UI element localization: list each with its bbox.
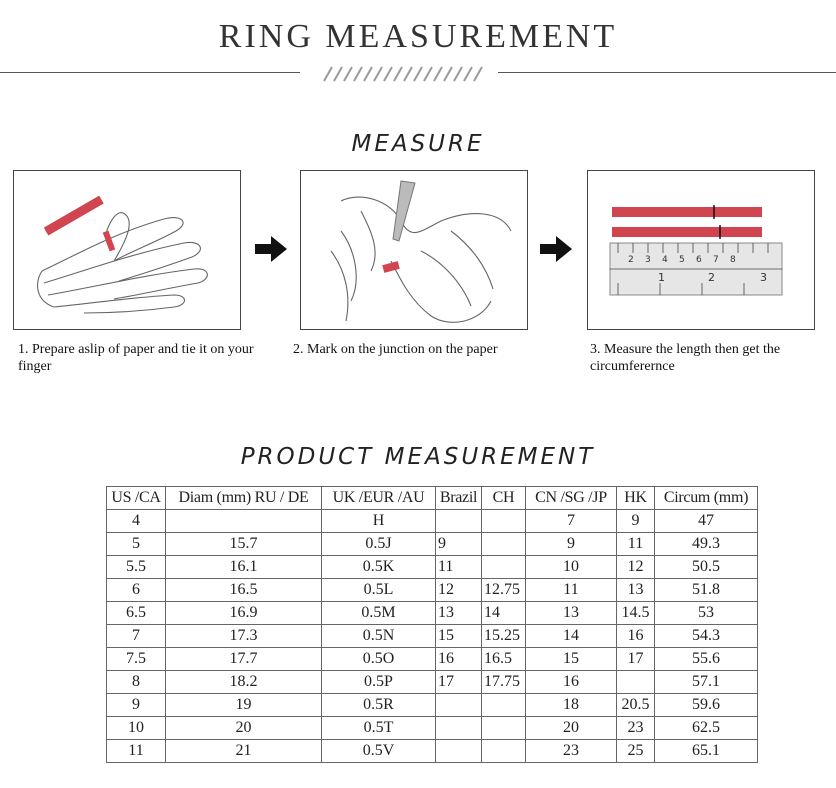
table-cell: 23 <box>526 740 617 763</box>
page-title: RING MEASUREMENT <box>218 18 618 55</box>
table-row <box>107 648 758 671</box>
table-cell: 9 <box>436 533 482 556</box>
table-row <box>107 625 758 648</box>
ruler-label: 3 <box>645 255 651 265</box>
table-cell: 50.5 <box>655 556 758 579</box>
table-cell: 12 <box>617 556 655 579</box>
table-row <box>107 510 758 533</box>
table-cell: 23 <box>617 717 655 740</box>
table-cell: 21 <box>166 740 322 763</box>
table-cell: 19 <box>166 694 322 717</box>
table-cell: 51.8 <box>655 579 758 602</box>
table-row <box>107 579 758 602</box>
ruler-icon <box>588 171 814 329</box>
step-3-illustration <box>587 170 815 330</box>
step-3-caption: 3. Measure the length then get the circumferernce <box>590 342 781 374</box>
table-cell: 18 <box>526 694 617 717</box>
table-cell: 16 <box>436 648 482 671</box>
step-1-caption: 1. Prepare aslip of paper and tie it on your finger <box>18 342 254 374</box>
pen-mark-icon <box>301 171 527 329</box>
table-cell <box>166 510 322 533</box>
table-cell: 11 <box>526 579 617 602</box>
table-cell: 62.5 <box>655 717 758 740</box>
table-cell: 16 <box>526 671 617 694</box>
ruler-label: 1 <box>658 271 665 284</box>
ruler-label: 8 <box>730 255 736 265</box>
table-cell: 14.5 <box>617 602 655 625</box>
table-row <box>107 556 758 579</box>
table-cell <box>482 510 526 533</box>
table-cell <box>482 556 526 579</box>
table-row <box>107 740 758 763</box>
table-cell <box>482 694 526 717</box>
column-header: US /CA <box>107 487 166 510</box>
table-cell: 16.5 <box>482 648 526 671</box>
table-cell: 11 <box>617 533 655 556</box>
table-cell: 18.2 <box>166 671 322 694</box>
table-cell: 17.75 <box>482 671 526 694</box>
table-cell: 53 <box>655 602 758 625</box>
table-cell: 57.1 <box>655 671 758 694</box>
column-header: Circum (mm) <box>655 487 758 510</box>
hatch-decoration <box>320 66 490 82</box>
table-cell: 4 <box>107 510 166 533</box>
table-cell: 16.5 <box>166 579 322 602</box>
table-cell: 17 <box>617 648 655 671</box>
column-header: HK <box>617 487 655 510</box>
table-cell: 0.5M <box>322 602 436 625</box>
column-header: CH <box>482 487 526 510</box>
table-row <box>107 533 758 556</box>
table-cell: 7.5 <box>107 648 166 671</box>
table-cell: 0.5T <box>322 717 436 740</box>
table-cell: 7 <box>526 510 617 533</box>
table-cell: 5.5 <box>107 556 166 579</box>
table-row <box>107 671 758 694</box>
table-cell <box>436 740 482 763</box>
table-cell: 17.3 <box>166 625 322 648</box>
table-cell: 9 <box>107 694 166 717</box>
table-row <box>107 717 758 740</box>
table-cell: 65.1 <box>655 740 758 763</box>
ruler-label: 2 <box>708 271 715 284</box>
table-cell: 0.5N <box>322 625 436 648</box>
table-row <box>107 602 758 625</box>
table-cell: 20.5 <box>617 694 655 717</box>
table-cell: 17.7 <box>166 648 322 671</box>
ruler-label: 2 <box>628 255 634 265</box>
table-header-row <box>107 487 758 510</box>
table-cell: 0.5K <box>322 556 436 579</box>
table-cell: 13 <box>617 579 655 602</box>
table-cell: 0.5P <box>322 671 436 694</box>
table-cell: 15 <box>436 625 482 648</box>
table-cell: H <box>322 510 436 533</box>
table-cell: 12 <box>436 579 482 602</box>
table-cell <box>482 717 526 740</box>
table-cell: 0.5R <box>322 694 436 717</box>
ruler-label: 3 <box>760 271 767 284</box>
table-cell: 8 <box>107 671 166 694</box>
table-cell: 20 <box>166 717 322 740</box>
table-cell: 16 <box>617 625 655 648</box>
table-cell <box>482 533 526 556</box>
table-cell: 6.5 <box>107 602 166 625</box>
table-cell: 0.5V <box>322 740 436 763</box>
table-cell: 0.5J <box>322 533 436 556</box>
table-cell <box>436 694 482 717</box>
table-cell: 10 <box>526 556 617 579</box>
step-2-caption: 2. Mark on the junction on the paper <box>293 342 498 357</box>
table-cell: 0.5L <box>322 579 436 602</box>
ruler-label: 5 <box>679 255 685 265</box>
step-1-illustration <box>13 170 241 330</box>
column-header: CN /SG /JP <box>526 487 617 510</box>
table-cell: 9 <box>617 510 655 533</box>
table-cell: 11 <box>107 740 166 763</box>
title-rule-left <box>0 72 300 73</box>
table-cell: 13 <box>526 602 617 625</box>
column-header: Brazil <box>436 487 482 510</box>
table-cell: 55.6 <box>655 648 758 671</box>
table-cell: 25 <box>617 740 655 763</box>
table-cell <box>436 717 482 740</box>
table-cell: 15.25 <box>482 625 526 648</box>
column-header: Diam (mm) RU / DE <box>166 487 322 510</box>
table-cell: 15.7 <box>166 533 322 556</box>
table-cell: 49.3 <box>655 533 758 556</box>
table-cell: 11 <box>436 556 482 579</box>
table-cell: 47 <box>655 510 758 533</box>
column-header: UK /EUR /AU <box>322 487 436 510</box>
table-cell: 54.3 <box>655 625 758 648</box>
table-cell: 13 <box>436 602 482 625</box>
ruler-label: 4 <box>662 255 668 265</box>
table-row <box>107 694 758 717</box>
table-cell: 15 <box>526 648 617 671</box>
ruler-label: 6 <box>696 255 702 265</box>
table-cell: 12.75 <box>482 579 526 602</box>
table-cell: 14 <box>482 602 526 625</box>
table-cell <box>617 671 655 694</box>
arrow-right-icon <box>540 236 572 262</box>
ruler-label: 7 <box>713 255 719 265</box>
table-cell: 16.1 <box>166 556 322 579</box>
table-cell: 7 <box>107 625 166 648</box>
title-rule-right <box>498 72 836 73</box>
table-cell: 5 <box>107 533 166 556</box>
table-cell: 17 <box>436 671 482 694</box>
hand-paper-icon <box>14 171 240 329</box>
product-heading: PRODUCT MEASUREMENT <box>240 444 596 470</box>
table-cell: 14 <box>526 625 617 648</box>
step-2-illustration <box>300 170 528 330</box>
table-cell <box>436 510 482 533</box>
table-cell: 16.9 <box>166 602 322 625</box>
table-cell <box>482 740 526 763</box>
table-cell: 59.6 <box>655 694 758 717</box>
table-cell: 20 <box>526 717 617 740</box>
measure-heading: MEASURE <box>351 131 485 157</box>
size-table <box>106 486 758 763</box>
table-cell: 9 <box>526 533 617 556</box>
table-cell: 0.5O <box>322 648 436 671</box>
arrow-right-icon <box>255 236 287 262</box>
table-cell: 10 <box>107 717 166 740</box>
table-cell: 6 <box>107 579 166 602</box>
